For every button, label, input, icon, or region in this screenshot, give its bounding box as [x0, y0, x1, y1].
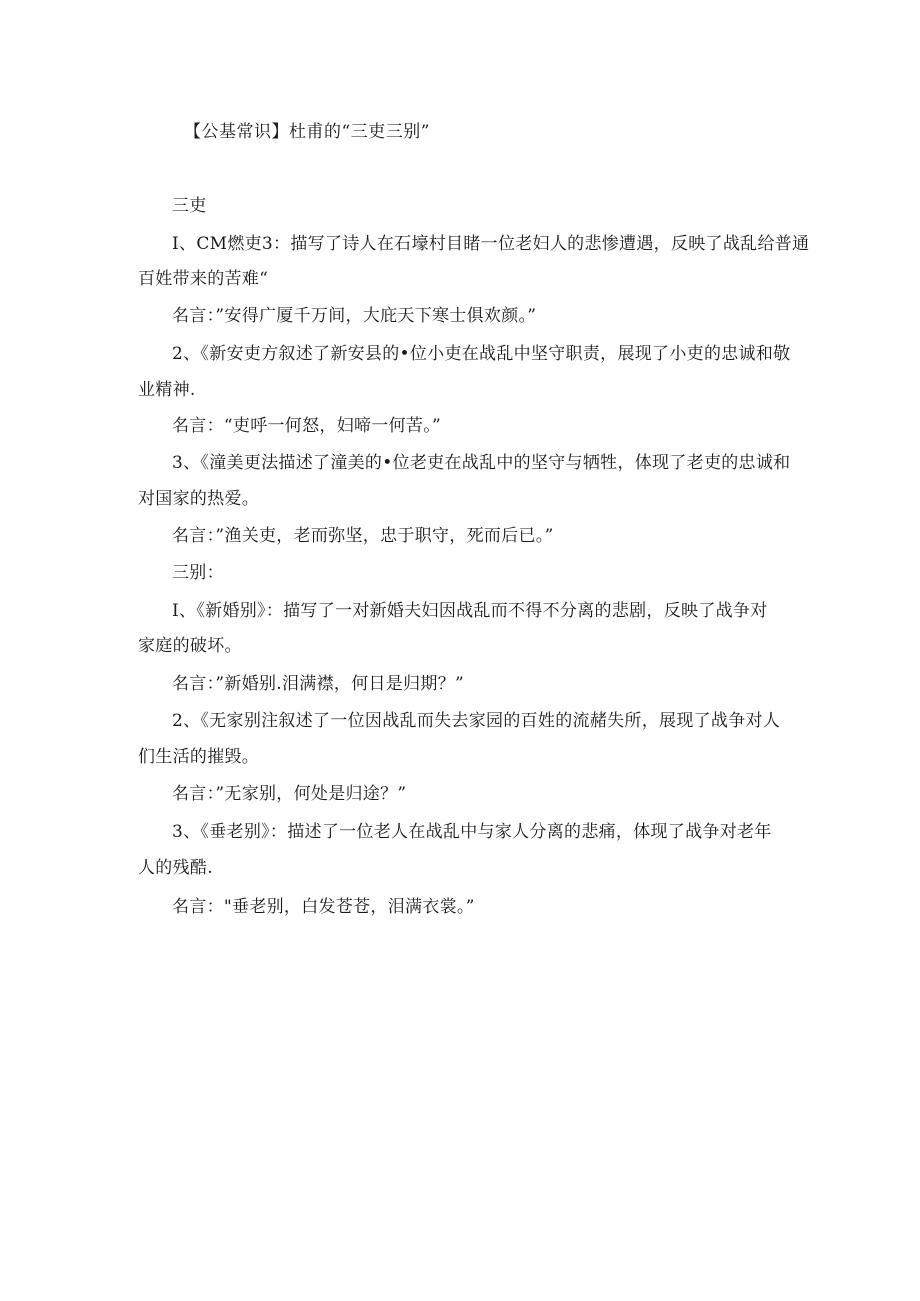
bie-3-line-2: 人的残酷. [138, 858, 213, 878]
li-3-line-1: 3、《潼美更法描述了潼美的•位老吏在战乱中的坚守与牺牲，体现了老吏的忠诚和 [172, 453, 791, 473]
bie-1-quote: 名言：”新婚别.泪满襟，何日是归期？” [172, 674, 464, 694]
li-2-line-2: 业精神. [138, 380, 196, 400]
li-1-line-2: 百姓带来的苦难“ [138, 269, 269, 289]
section-heading-san-li: 三吏 [172, 196, 207, 216]
li-3-line-2: 对国家的热爱。 [138, 489, 260, 509]
li-2-quote: 名言：“吏呼一何怒，妇啼一何苦。” [172, 416, 441, 436]
bie-2-line-1: 2、《无家别注叙述了一位因战乱而失去家园的百姓的流赭失所，展现了战争对人 [172, 711, 781, 731]
li-1-line-1: I、CM燃吏3：描写了诗人在石壕村目睹一位老妇人的悲惨遭遇，反映了战乱给普通 [172, 234, 810, 254]
bie-2-line-2: 们生活的摧毁。 [138, 747, 260, 767]
li-2-line-1: 2、《新安吏方叙述了新安县的•位小吏在战乱中坚守职责，展现了小吏的忠诚和敬 [172, 344, 791, 364]
bie-2-quote: 名言：”无家别，何处是归途？” [172, 784, 407, 804]
document-title: 【公基常识】杜甫的“三吏三别” [184, 122, 430, 142]
section-heading-san-bie: 三别： [172, 563, 224, 583]
bie-3-quote: 名言："垂老别，白发苍苍，泪满衣裳。” [172, 897, 475, 917]
li-3-quote: 名言：”渔关吏，老而弥坚，忠于职守，死而后已。” [172, 526, 554, 546]
bie-1-line-2: 家庭的破坏。 [138, 636, 242, 656]
bie-3-line-1: 3、《垂老别》：描述了一位老人在战乱中与家人分离的悲痛，体现了战争对老年 [172, 822, 772, 842]
bie-1-line-1: I、《新婚别》：描写了一对新婚夫妇因战乱而不得不分离的悲剧，反映了战争对 [172, 601, 768, 621]
li-1-quote: 名言：”安得广厦千万间，大庇天下寒士俱欢颜。” [172, 306, 537, 326]
